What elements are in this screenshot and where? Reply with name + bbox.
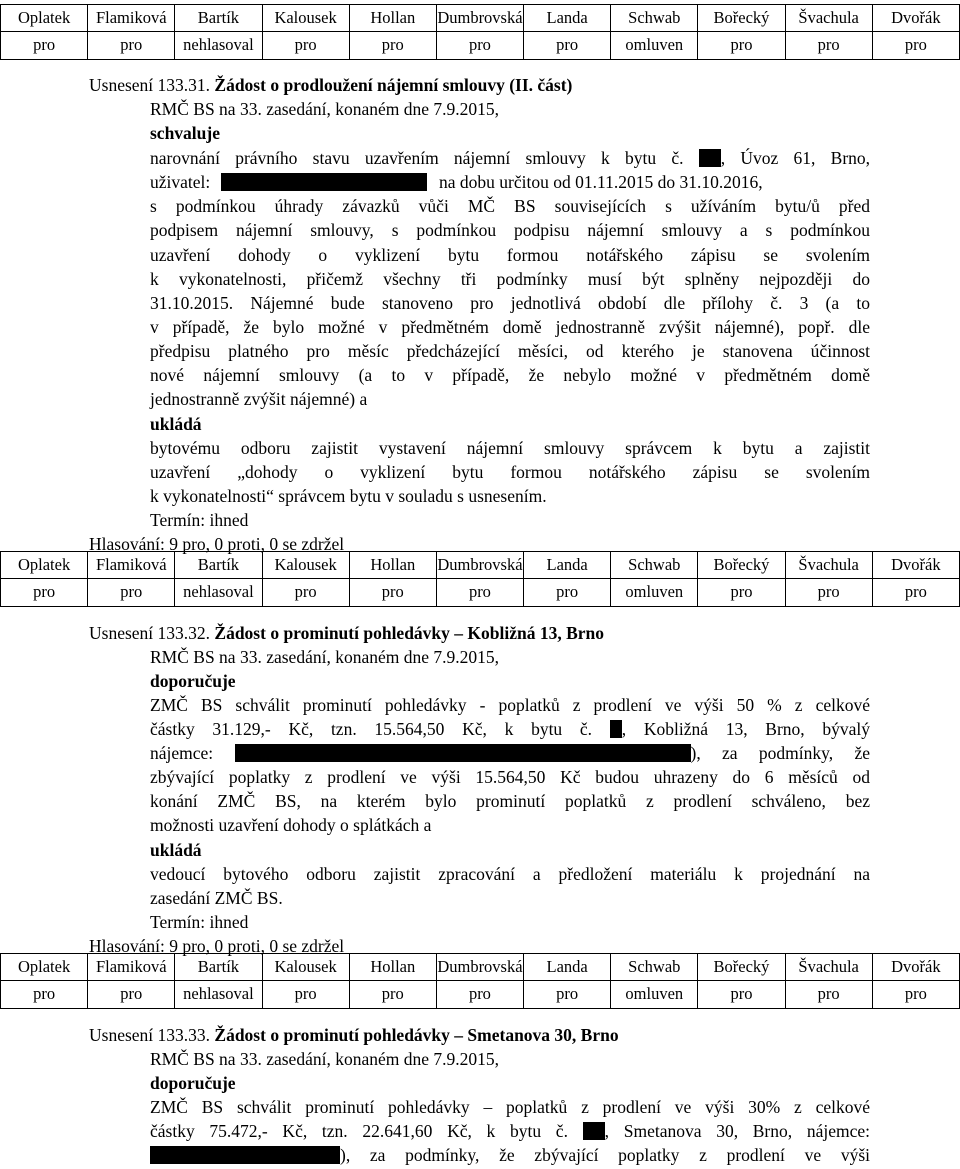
member-vote: pro (872, 32, 959, 59)
member-name: Bořecký (698, 5, 785, 32)
resolution-heading (89, 74, 572, 98)
member-vote: pro (436, 981, 523, 1008)
text-line (150, 147, 870, 171)
vote-values-row (1, 579, 960, 606)
text-fragment: uživatel: (150, 172, 211, 192)
member-name: Flamiková (88, 552, 175, 579)
verb-uklada: ukládá (150, 840, 202, 860)
member-name: Dvořák (872, 5, 959, 32)
text-line (150, 1144, 870, 1168)
resolution-number: Usnesení 133.31. (89, 75, 211, 95)
member-name: Flamiková (88, 954, 175, 981)
vote-names-row (1, 5, 960, 32)
member-name: Bartík (175, 5, 262, 32)
member-vote: pro (524, 981, 611, 1008)
member-name: Oplatek (1, 552, 88, 579)
member-vote: pro (262, 981, 349, 1008)
member-name: Kalousek (262, 5, 349, 32)
redacted-block (699, 149, 721, 167)
resolution-heading (89, 622, 604, 646)
text-line (150, 1120, 870, 1144)
verb-doporucuje: doporučuje (150, 1073, 236, 1093)
text-line: k vykonatelnosti“ správcem bytu v souladu s usnesením. (150, 486, 547, 506)
member-vote: pro (872, 579, 959, 606)
member-name: Dumbrovská (436, 552, 523, 579)
member-name: Hollan (349, 954, 436, 981)
redacted-block (235, 744, 691, 762)
resolution-title: Žádost o prominutí pohledávky – Smetanova 30, Brno (214, 1025, 619, 1045)
text-fragment: , Úvoz 61, Brno, (720, 148, 871, 168)
text-line: podpisem nájemní smlouvy, s podmínkou podpisu nájemní smlouvy a s podmínkou (150, 220, 870, 240)
member-vote: pro (785, 32, 872, 59)
member-name: Bořecký (698, 552, 785, 579)
member-vote: pro (1, 32, 88, 59)
member-vote: pro (698, 981, 785, 1008)
member-name: Schwab (611, 5, 698, 32)
text-fragment: částky 75.472,- Kč, tzn. 22.641,60 Kč, k bytu č. (150, 1121, 568, 1141)
member-vote: pro (1, 981, 88, 1008)
member-vote: omluven (611, 579, 698, 606)
member-name: Oplatek (1, 954, 88, 981)
redacted-block (150, 1146, 340, 1164)
member-name: Hollan (349, 5, 436, 32)
vote-table (0, 953, 960, 1009)
deadline: Termín: ihned (150, 510, 249, 530)
text-line: předpisu platného pro měsíc předcházející měsíci, od kterého je stanovena účinnost (150, 341, 870, 361)
session-info: RMČ BS na 33. zasedání, konaném dne 7.9.2015, (150, 1049, 499, 1069)
member-vote: pro (785, 579, 872, 606)
member-vote: pro (698, 579, 785, 606)
member-vote: omluven (611, 32, 698, 59)
text-line: uzavření „dohody o vyklizení bytu formou notářského zápisu se svolením (150, 462, 870, 482)
redacted-block (583, 1122, 605, 1140)
vote-summary: Hlasování: 9 pro, 0 proti, 0 se zdržel (89, 534, 345, 554)
resolution-title: Žádost o prodloužení nájemní smlouvy (II. část) (214, 75, 573, 95)
member-name: Schwab (611, 954, 698, 981)
text-line: zasedání ZMČ BS. (150, 888, 283, 908)
text-line (150, 718, 870, 742)
resolution-number: Usnesení 133.33. (89, 1025, 211, 1045)
text-line (150, 742, 870, 766)
text-line: ZMČ BS schválit prominutí pohledávky - poplatků z prodlení ve výši 50 % z celkové (150, 695, 870, 715)
member-name: Švachula (785, 552, 872, 579)
member-vote: pro (698, 32, 785, 59)
member-name: Švachula (785, 5, 872, 32)
text-line: bytovému odboru zajistit vystavení nájemní smlouvy správcem k bytu a zajistit (150, 438, 870, 458)
text-line: jednostranně zvýšit nájemné) a (150, 389, 368, 409)
text-line: v případě, že bylo možné v předmětném domě jednostranně zvýšit nájemné), popř. dle (150, 317, 870, 337)
resolution-title: Žádost o prominutí pohledávky – Kobližná 13, Brno (214, 623, 605, 643)
text-line (150, 171, 763, 195)
verb-doporucuje: doporučuje (150, 671, 236, 691)
text-line: konání ZMČ BS, na kterém bylo prominutí poplatků z prodlení schváleno, bez (150, 791, 870, 811)
text-fragment: nájemce: (150, 743, 214, 763)
member-vote: pro (349, 32, 436, 59)
text-line: možnosti uzavření dohody o splátkách a (150, 815, 432, 835)
member-vote: pro (262, 579, 349, 606)
member-vote: pro (524, 579, 611, 606)
member-name: Dumbrovská (436, 5, 523, 32)
member-vote: omluven (611, 981, 698, 1008)
text-fragment: ), za podmínky, že (690, 743, 870, 763)
vote-table (0, 551, 960, 607)
member-vote: pro (436, 579, 523, 606)
member-name: Landa (524, 954, 611, 981)
text-line: uzavření dohody o vyklizení bytu formou notářského zápisu se svolením (150, 245, 870, 265)
member-vote: pro (872, 981, 959, 1008)
member-name: Bartík (175, 954, 262, 981)
vote-table (0, 4, 960, 60)
member-name: Dvořák (872, 552, 959, 579)
text-line: ZMČ BS schválit prominutí pohledávky – poplatků z prodlení ve výši 30% z celkové (150, 1097, 870, 1117)
verb-uklada: ukládá (150, 414, 202, 434)
member-name: Dumbrovská (436, 954, 523, 981)
text-line: nové nájemní smlouvy (a to v případě, že nebylo možné v předmětném domě (150, 365, 870, 385)
member-name: Kalousek (262, 954, 349, 981)
deadline: Termín: ihned (150, 912, 249, 932)
member-name: Švachula (785, 954, 872, 981)
member-vote: nehlasoval (175, 981, 262, 1008)
member-vote: pro (436, 32, 523, 59)
member-name: Schwab (611, 552, 698, 579)
member-name: Bořecký (698, 954, 785, 981)
redacted-block (610, 720, 622, 738)
text-line: 31.10.2015. Nájemné bude stanoveno pro jednotlivá období dle přílohy č. 3 (a to (150, 293, 870, 313)
member-name: Kalousek (262, 552, 349, 579)
member-vote: pro (88, 579, 175, 606)
member-vote: pro (349, 981, 436, 1008)
text-fragment: na dobu určitou od 01.11.2015 do 31.10.2016, (439, 172, 763, 192)
vote-names-row (1, 954, 960, 981)
verb-schvaluje: schvaluje (150, 123, 220, 143)
text-fragment: ), za podmínky, že zbývající poplatky z prodlení ve výši (340, 1145, 870, 1165)
member-vote: pro (349, 579, 436, 606)
member-vote: pro (88, 32, 175, 59)
member-name: Dvořák (872, 954, 959, 981)
session-info: RMČ BS na 33. zasedání, konaném dne 7.9.2015, (150, 647, 499, 667)
redacted-block (221, 173, 427, 191)
member-name: Landa (524, 5, 611, 32)
text-line: s podmínkou úhrady závazků vůči MČ BS souvisejících s užíváním bytu/ů před (150, 196, 870, 216)
member-name: Bartík (175, 552, 262, 579)
vote-names-row (1, 552, 960, 579)
member-vote: pro (262, 32, 349, 59)
text-line: k vykonatelnosti, přičemž všechny tři podmínky musí být splněny nejpozději do (150, 269, 870, 289)
member-vote: pro (1, 579, 88, 606)
text-fragment: částky 31.129,- Kč, tzn. 15.564,50 Kč, k bytu č. (150, 719, 593, 739)
vote-values-row (1, 32, 960, 59)
text-line: vedoucí bytového odboru zajistit zpracování a předložení materiálu k projednání na (150, 864, 870, 884)
member-name: Flamiková (88, 5, 175, 32)
member-vote: nehlasoval (175, 32, 262, 59)
member-vote: pro (785, 981, 872, 1008)
vote-values-row (1, 981, 960, 1008)
member-vote: pro (524, 32, 611, 59)
resolution-heading (89, 1024, 619, 1048)
text-fragment: , Smetanova 30, Brno, nájemce: (604, 1121, 870, 1141)
member-name: Oplatek (1, 5, 88, 32)
session-info: RMČ BS na 33. zasedání, konaném dne 7.9.2015, (150, 99, 499, 119)
member-vote: nehlasoval (175, 579, 262, 606)
vote-summary: Hlasování: 9 pro, 0 proti, 0 se zdržel (89, 936, 345, 956)
text-fragment: , Kobližná 13, Brno, bývalý (621, 719, 871, 739)
text-fragment: narovnání právního stavu uzavřením nájemní smlouvy k bytu č. (150, 148, 684, 168)
resolution-number: Usnesení 133.32. (89, 623, 211, 643)
member-name: Hollan (349, 552, 436, 579)
member-name: Landa (524, 552, 611, 579)
member-vote: pro (88, 981, 175, 1008)
text-line: zbývající poplatky z prodlení ve výši 15.564,50 Kč budou uhrazeny do 6 měsíců od (150, 767, 870, 787)
